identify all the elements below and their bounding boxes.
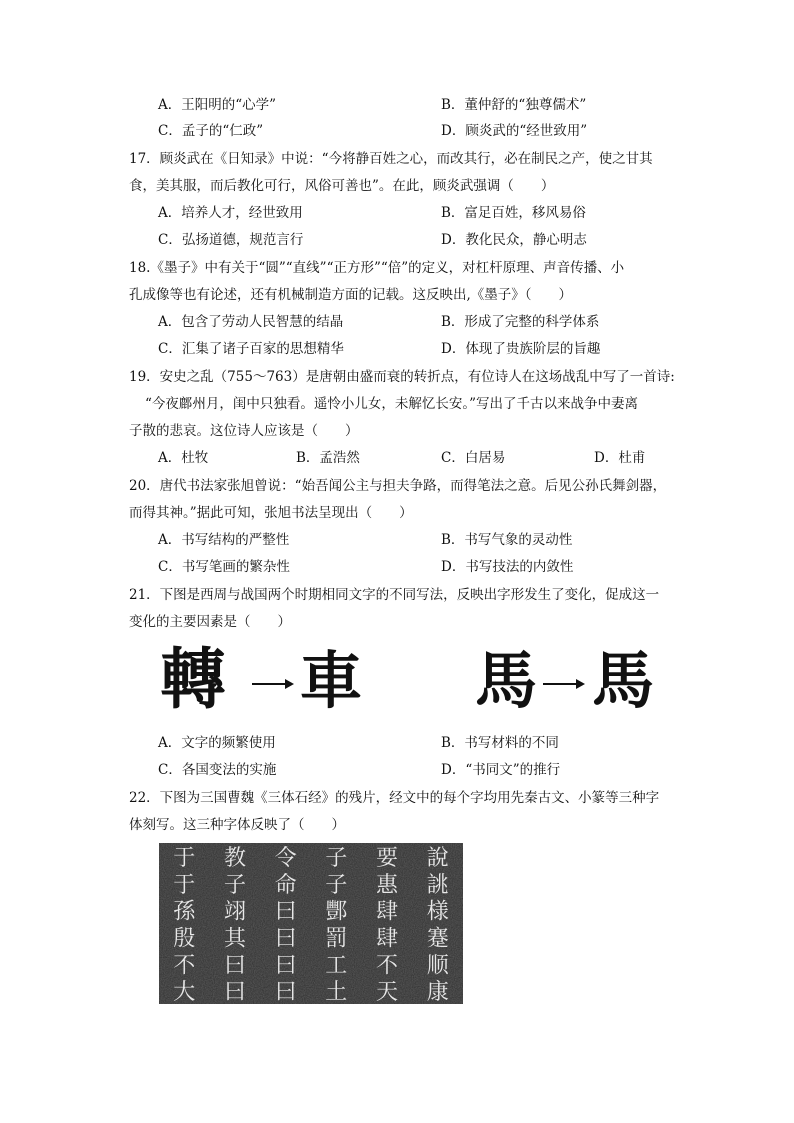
rubbing-character: 曰	[274, 980, 297, 1004]
rubbing-character: 子	[223, 872, 247, 898]
q21-option-b: B．书写材料的不同	[441, 735, 559, 751]
q22-stem-line1: 22．下图为三国曹魏《三体石经》的残片，经文中的每个字均用先秦古文、小篆等三种字	[129, 790, 660, 806]
rubbing-character: 曰	[274, 953, 297, 979]
rubbing-character: 土	[325, 980, 348, 1004]
q17-option-b: B．富足百姓，移风易俗	[441, 205, 586, 221]
rubbing-character: 于	[173, 846, 196, 871]
rubbing-character: 顺	[426, 953, 449, 979]
glyph-western-zhou-ma: 馬	[475, 644, 538, 717]
glyph-warring-states-che: 車	[300, 644, 363, 717]
q18-stem-line2: 孔成像等也有论述，还有机械制造方面的记载。这反映出,《墨子》（ ）	[129, 287, 573, 303]
rubbing-character: 曰	[223, 953, 247, 979]
q17-option-c: C．弘扬道德，规范言行	[158, 232, 304, 248]
q21-option-a: A．文字的频繁使用	[158, 735, 276, 751]
rubbing-character: 蹇	[426, 926, 449, 952]
q16-option-a: A．王阳明的“心学”	[158, 97, 277, 113]
rubbing-character: 殷	[173, 926, 196, 952]
rubbing-character: 其	[223, 926, 247, 952]
q20-option-d: D．书写技法的内敛性	[441, 559, 574, 575]
arrow-right-icon	[543, 679, 585, 689]
q20-option-a: A．书写结构的严整性	[158, 532, 290, 548]
q19-stem-line2: “今夜鄜州月，闺中只独看。遥怜小儿女，未解忆长安。”写出了千古以来战争中妻离	[145, 396, 639, 412]
rubbing-character: 大	[173, 980, 196, 1004]
q20-option-b: B．书写气象的灵动性	[441, 532, 573, 548]
q17-option-a: A．培养人才，经世致用	[158, 205, 303, 221]
rubbing-character: 康	[426, 980, 449, 1004]
rubbing-character: 肆	[375, 899, 399, 925]
q19-option-b: B．孟浩然	[296, 450, 360, 466]
q18-option-a: A．包含了劳动人民智慧的结晶	[158, 314, 344, 330]
q21-stem-line1: 21．下图是西周与战国两个时期相同文字的不同写法，反映出字形发生了变化，促成这一	[129, 587, 660, 603]
q16-option-b: B．董仲舒的“独尊儒术”	[441, 97, 587, 113]
glyph-western-zhou-che: 轉	[160, 640, 226, 718]
rubbing-character: 酆	[325, 899, 348, 925]
rubbing-character: 曰	[223, 980, 247, 1004]
q19-option-c: C．白居易	[441, 450, 506, 466]
q18-option-c: C．汇集了诸子百家的思想精华	[158, 341, 344, 357]
rubbing-character: 孫	[173, 899, 196, 925]
q22-stem-line2: 体刻写。这三种字体反映了（ ）	[129, 817, 345, 833]
q16-option-c: C．孟子的“仁政”	[158, 123, 264, 139]
rubbing-character: 于	[173, 872, 196, 898]
rubbing-character: 不	[375, 953, 399, 979]
rubbing-character: 不	[173, 953, 196, 979]
rubbing-character: 様	[426, 899, 449, 925]
q21-option-d: D．“书同文”的推行	[441, 762, 561, 778]
q21-stem-line2: 变化的主要因素是（ ）	[129, 614, 291, 630]
rubbing-character: 天	[375, 980, 399, 1004]
q20-stem-line1: 20．唐代书法家张旭曾说：“始吾闻公主与担夫争路，而得笔法之意。后见公孙氏舞剑器，	[129, 478, 667, 494]
q18-stem-line1: 18.《墨子》中有关于“圆”“直线”“正方形”“倍”的定义，对杠杆原理、声音传播、小	[129, 260, 625, 276]
q19-stem-line1: 19．安史之乱（755～763）是唐朝由盛而衰的转折点，有位诗人在这场战乱中写了一首诗:	[129, 369, 675, 385]
rubbing-character: 教	[223, 846, 247, 871]
q18-option-d: D．体现了贵族阶层的旨趣	[441, 341, 601, 357]
rubbing-character: 罰	[325, 926, 348, 952]
q19-option-a: A．杜牧	[158, 450, 209, 466]
rubbing-character: 命	[274, 872, 297, 898]
rubbing-character: 惠	[375, 872, 399, 898]
q19-stem-line3: 子散的悲哀。这位诗人应该是（ ）	[129, 423, 359, 439]
q16-option-d: D．顾炎武的“经世致用”	[441, 123, 588, 139]
q17-stem-line1: 17．顾炎武在《日知录》中说：“今将静百姓之心，而改其行，必在制民之产，使之甘其	[129, 151, 653, 167]
q21-glyph-figure	[160, 640, 660, 720]
q18-option-b: B．形成了完整的科学体系	[441, 314, 600, 330]
rubbing-character: 子	[325, 872, 348, 898]
rubbing-character: 誂	[426, 872, 449, 898]
rubbing-character: 曰	[274, 926, 297, 952]
q17-option-d: D．教化民众，静心明志	[441, 232, 587, 248]
q17-stem-line2: 食，美其服，而后教化可行，风俗可善也”。在此，顾炎武强调（ ）	[129, 178, 555, 194]
rubbing-character: 曰	[274, 899, 297, 925]
glyph-warring-states-ma: 馬	[592, 644, 655, 717]
three-script-stone-classic-rubbing	[159, 843, 463, 1004]
rubbing-character: 說	[426, 846, 449, 871]
rubbing-character: 要	[375, 846, 399, 871]
arrow-right-icon	[252, 679, 294, 689]
q20-option-c: C．书写笔画的繁杂性	[158, 559, 290, 575]
q19-option-d: D．杜甫	[594, 450, 646, 466]
q20-stem-line2: 而得其神。”据此可知，张旭书法呈现出（ ）	[129, 505, 413, 521]
rubbing-character: 子	[325, 846, 348, 871]
rubbing-character: 翊	[223, 899, 247, 925]
rubbing-character: 工	[325, 953, 348, 979]
q21-option-c: C．各国变法的实施	[158, 762, 277, 778]
rubbing-character: 令	[274, 846, 297, 871]
rubbing-character: 肆	[375, 926, 399, 952]
